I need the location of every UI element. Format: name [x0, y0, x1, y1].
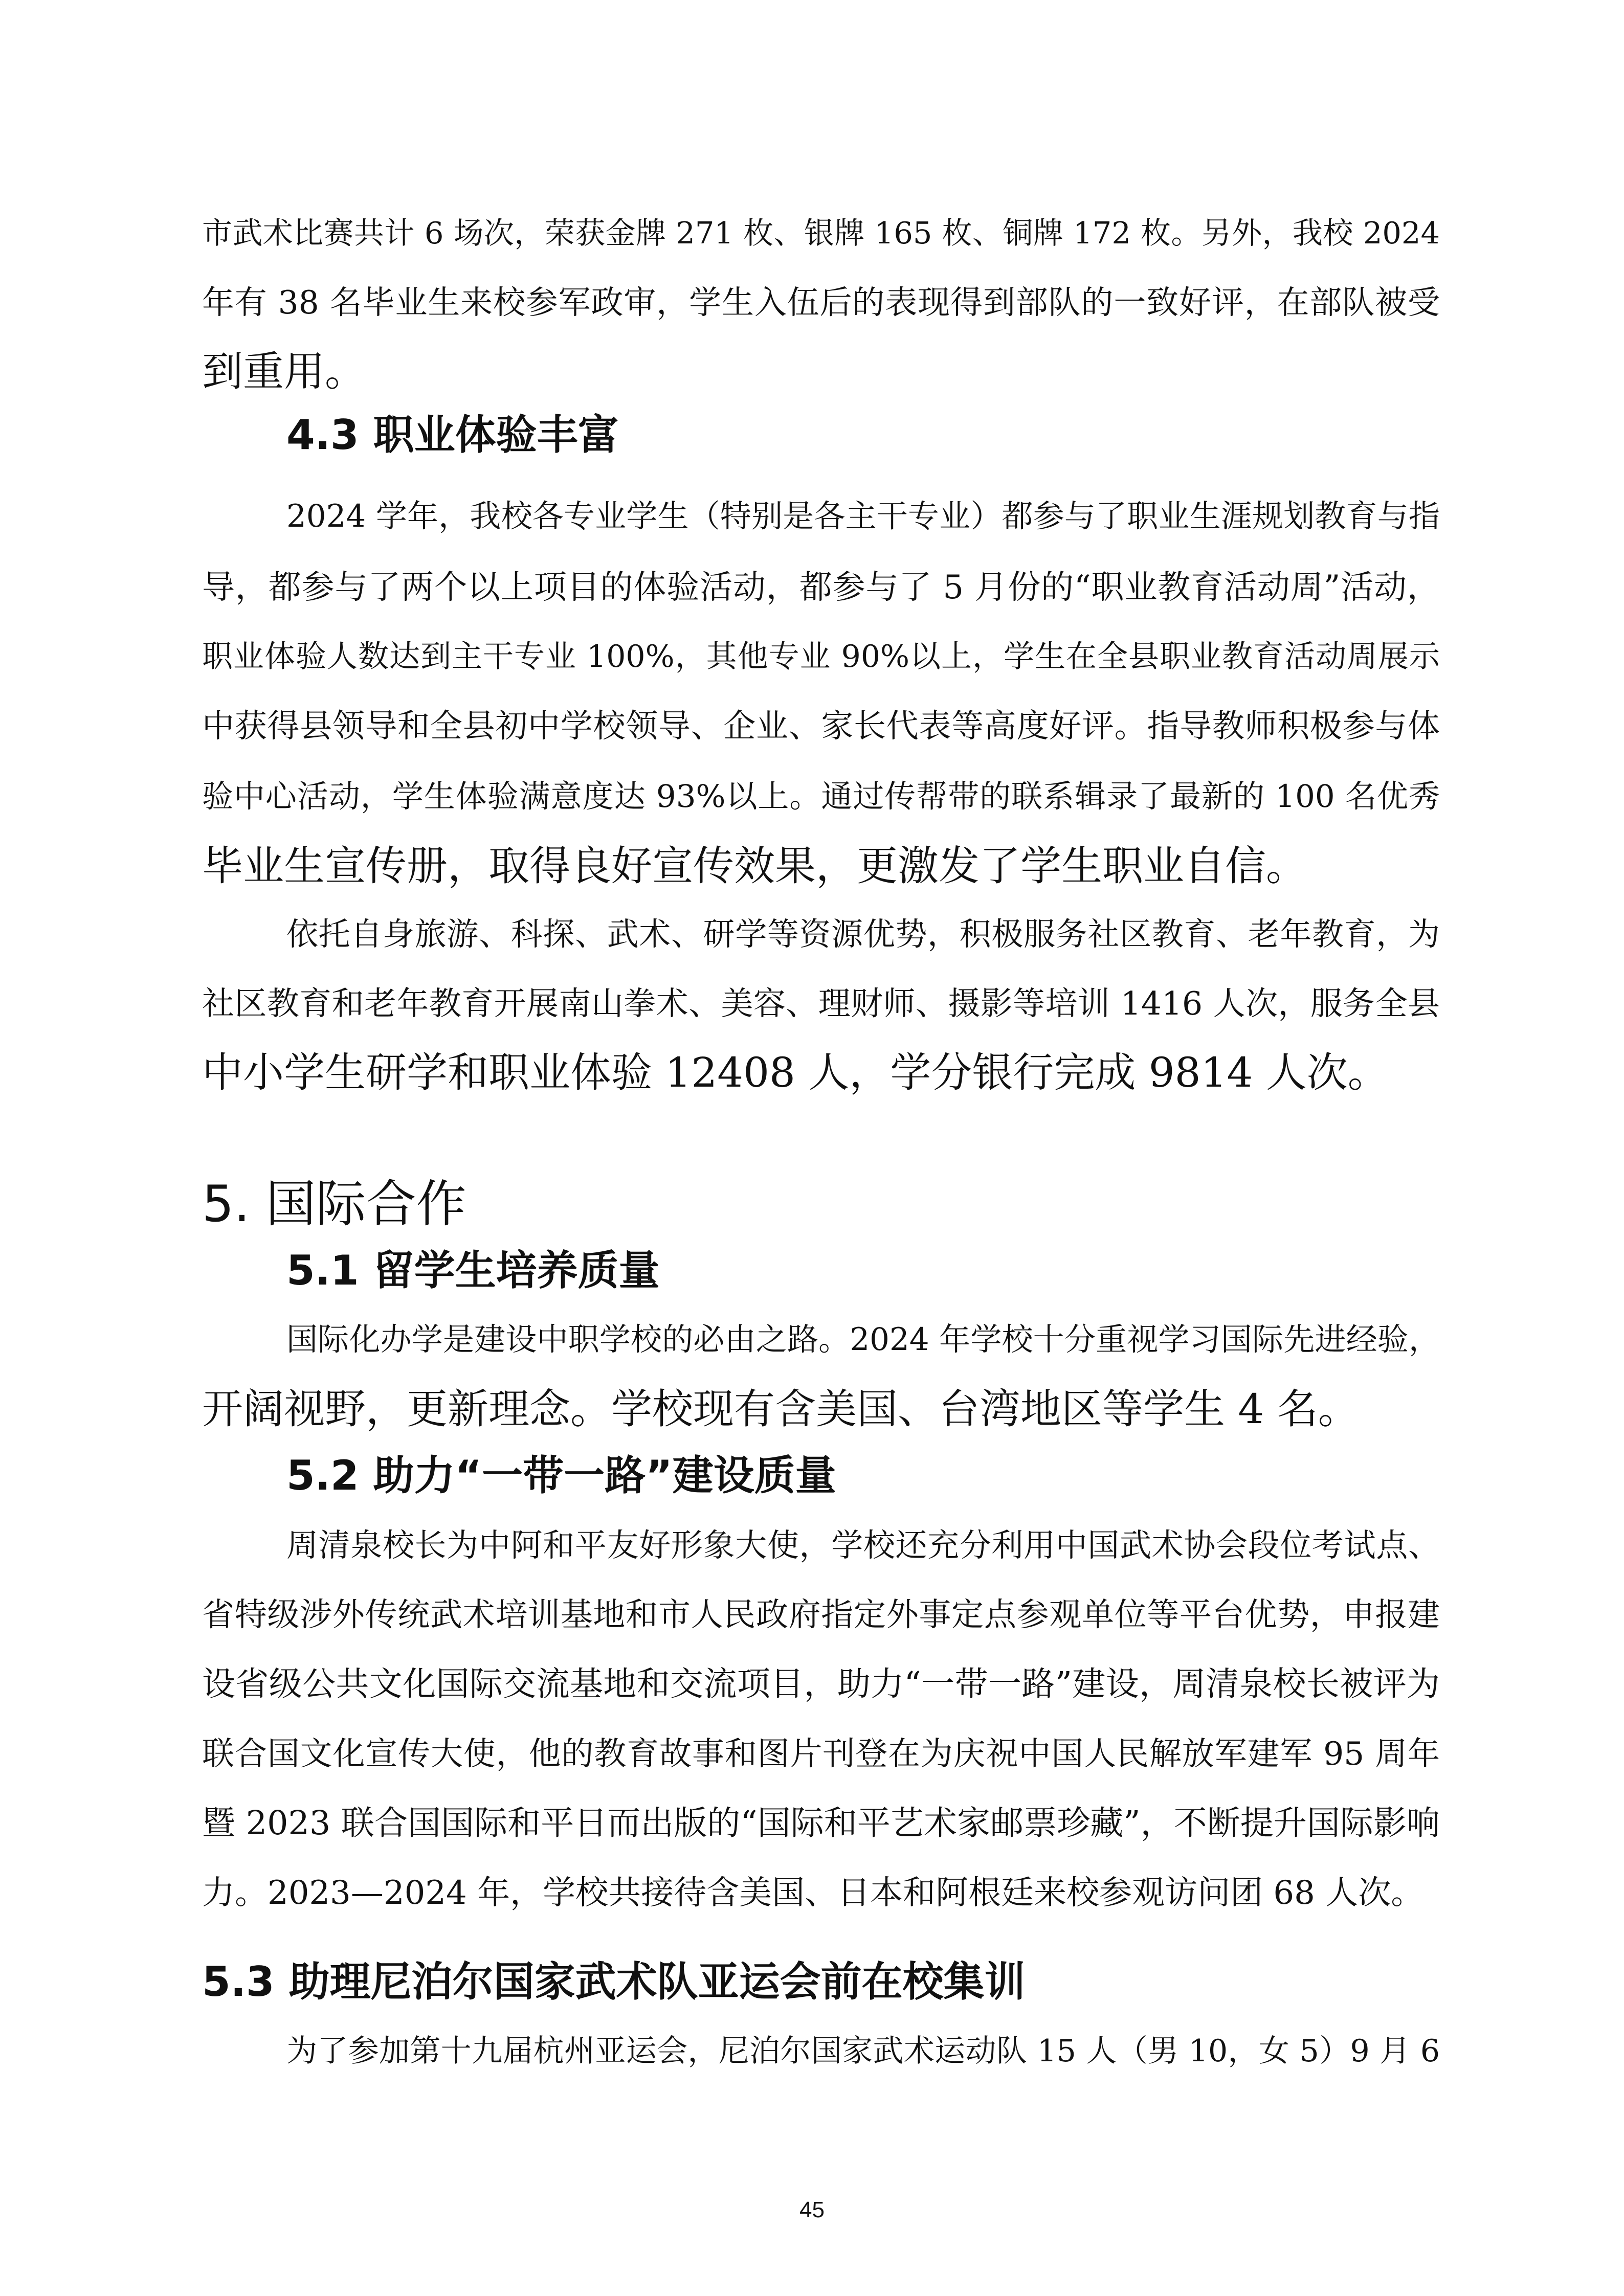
paragraph-line: 国际化办学是建设中职学校的必由之路。2024 年学校十分重视学习国际先进经验， — [286, 1321, 1440, 1358]
paragraph-line: 开阔视野，更新理念。学校现有含美国、台湾地区等学生 4 名。 — [202, 1385, 1359, 1433]
paragraph-line: 依托自身旅游、科探、武术、研学等资源优势，积极服务社区教育、老年教育，为 — [286, 915, 1440, 953]
paragraph-line: 省特级涉外传统武术培训基地和市人民政府指定外事定点参观单位等平台优势，申报建 — [202, 1596, 1440, 1633]
paragraph-line: 2024 学年，我校各专业学生（特别是各主干专业）都参与了职业生涯规划教育与指 — [286, 498, 1440, 534]
paragraph-line: 力。2023—2024 年，学校共接待含美国、日本和阿根廷来校参观访问团 68 人次。 — [202, 1874, 1424, 1912]
paragraph-line: 市武术比赛共计 6 场次，荣获金牌 271 枚、银牌 165 枚、铜牌 172 枚。另外，我校 2024 — [202, 215, 1440, 251]
paragraph-line: 设省级公共文化国际交流基地和交流项目，助力“一带一路”建设，周清泉校长被评为 — [202, 1665, 1440, 1703]
paragraph-line: 职业体验人数达到主干专业 100%，其他专业 90%以上，学生在全县职业教育活动周展示 — [202, 639, 1440, 674]
chapter-heading-5: 5. 国际合作 — [202, 1175, 466, 1233]
paragraph-line: 为了参加第十九届杭州亚运会，尼泊尔国家武术运动队 15 人（男 10，女 5）9 月 6 — [286, 2033, 1440, 2069]
paragraph-line: 暨 2023 联合国国际和平日而出版的“国际和平艺术家邮票珍藏”，不断提升国际影响 — [202, 1804, 1440, 1842]
paragraph-line: 社区教育和老年教育开展南山拳术、美容、理财师、摄影等培训 1416 人次，服务全县 — [202, 985, 1440, 1022]
section-heading-4-3: 4.3 职业体验丰富 — [286, 411, 619, 459]
paragraph-line: 周清泉校长为中阿和平友好形象大使，学校还充分利用中国武术协会段位考试点、 — [286, 1526, 1440, 1564]
page-number: 45 — [799, 2197, 825, 2222]
section-heading-5-3: 5.3 助理尼泊尔国家武术队亚运会前在校集训 — [202, 1958, 1026, 2006]
paragraph-line: 中小学生研学和职业体验 12408 人，学分银行完成 9814 人次。 — [202, 1049, 1389, 1096]
paragraph-line: 联合国文化宣传大使，他的教育故事和图片刊登在为庆祝中国人民解放军建军 95 周年 — [202, 1735, 1440, 1772]
paragraph-line: 导，都参与了两个以上项目的体验活动，都参与了 5 月份的“职业教育活动周”活动， — [202, 569, 1440, 606]
paragraph-line: 到重用。 — [202, 348, 366, 395]
section-heading-5-1: 5.1 留学生培养质量 — [286, 1247, 660, 1294]
paragraph-line: 中获得县领导和全县初中学校领导、企业、家长代表等高度好评。指导教师积极参与体 — [202, 707, 1440, 745]
paragraph-line: 年有 38 名毕业生来校参军政审，学生入伍后的表现得到部队的一致好评，在部队被受 — [202, 284, 1440, 321]
section-heading-5-2: 5.2 助力“一带一路”建设质量 — [286, 1452, 836, 1499]
paragraph-line: 毕业生宣传册，取得良好宣传效果，更激发了学生职业自信。 — [202, 842, 1307, 890]
paragraph-line: 验中心活动，学生体验满意度达 93%以上。通过传帮带的联系辑录了最新的 100 名优秀 — [202, 778, 1440, 815]
